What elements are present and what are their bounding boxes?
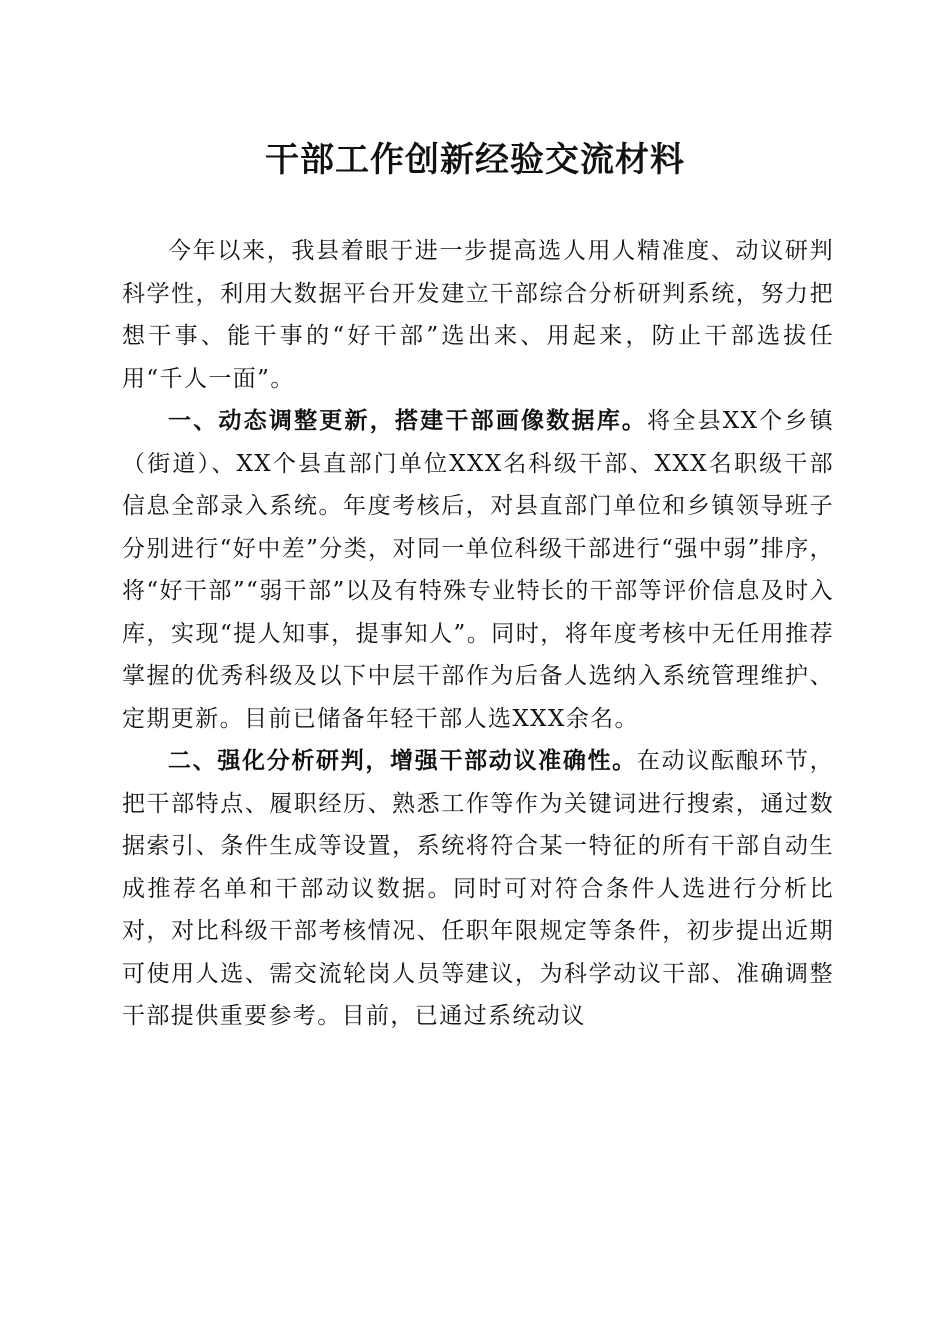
paragraph-heading: 二、强化分析研判，增强干部动议准确性。	[168, 747, 637, 774]
paragraph-intro	[122, 230, 834, 400]
document-body	[122, 230, 834, 1038]
paragraph-text: 今年以来，我县着眼于进一步提高选人用人精准度、动议研判科学性，利用大数据平台开发建立干部综合分析研判系统，努力把想干事、能干事的“好干部”选出来、用起来，防止干部选拔任用“千人一面”。	[122, 238, 834, 392]
paragraph-section-1	[122, 400, 834, 740]
paragraph-text: 将全县XX个乡镇（街道）、XX个县直部门单位XXX名科级干部、XXX名职级干部信息全部录入系统。年度考核后，对县直部门单位和乡镇领导班子分别进行“好中差”分类，对同一单位科级干部进行“强中弱”排序，将“好干部”“弱干部”以及有特殊专业特长的干部等评价信息及时入库，实现“提人知事，提事知人”。同时，将年度考核中无任用推荐掌握的优秀科级及以下中层干部作为后备人选纳入系统管理维护、定期更新。目前已储备年轻干部人选XXX余名。	[122, 408, 834, 732]
paragraph-text: 在动议酝酿环节，把干部特点、履职经历、熟悉工作等作为关键词进行搜索，通过数据索引、条件生成等设置，系统将符合某一特征的所有干部自动生成推荐名单和干部动议数据。同时可对符合条件人选进行分析比对，对比科级干部考核情况、任职年限规定等条件，初步提出近期可使用人选、需交流轮岗人员等建议，为科学动议干部、准确调整干部提供重要参考。目前，已通过系统动议	[122, 748, 834, 1029]
document-title: 干部工作创新经验交流材料	[265, 140, 685, 180]
paragraph-heading: 一、动态调整更新，搭建干部画像数据库。	[168, 407, 648, 434]
paragraph-section-2	[122, 740, 834, 1038]
